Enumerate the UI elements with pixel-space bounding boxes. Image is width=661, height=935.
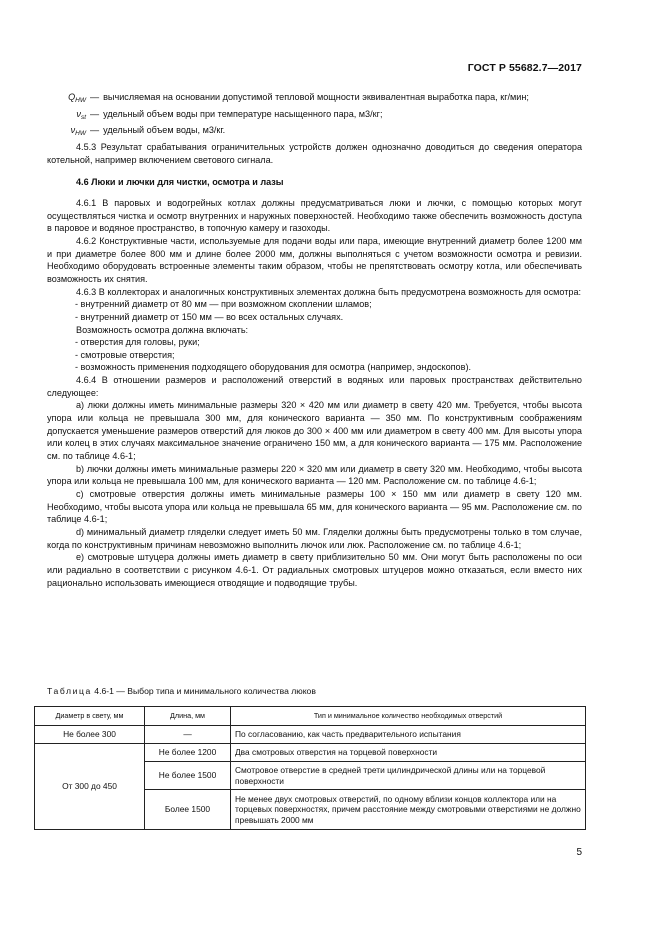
table-cell-length: Не более 1500 (145, 762, 231, 790)
table-cell-type: Не менее двух смотровых отверстий, по одному вблизи концов коллектора или на торцевых поверхностях, причем расстояние между смотровыми отверстиями не должно превышать 2000 мм (231, 790, 586, 830)
definition-text: удельный объем воды, м3/кг. (103, 125, 226, 136)
definition-symbol: Q (68, 92, 76, 102)
list-item: - внутренний диаметр от 80 мм — при возможном скоплении шламов; (75, 299, 372, 310)
definition-subscript: HW (75, 130, 86, 138)
definition-text: удельный объем воды при температуре насыщенного пара, м3/кг; (103, 108, 383, 119)
table-cell-diameter: От 300 до 450 (35, 744, 145, 830)
paragraph-4-6-4-a: а) люки должны иметь минимальные размеры 320 × 420 мм или диаметр в свету 420 мм. Требуется, чтобы высота упора или кольца не превышала 300 мм, для конического варианта — 350 мм. По конструктивным соображениям допускается уменьшение размеров отверстий для люков до 300 × 400 мм или диаметром в свету 400 мм. Для высоты упора или колец в этих случаях максимальное значение ограничено 150 мм, а для конического варианта — 175 мм. Расположение см. по таблице 4.6-1; (47, 400, 582, 462)
definition-subscript: HW (75, 97, 86, 104)
table-cell-type: По согласованию, как часть предварительного испытания (231, 726, 586, 744)
table-header-cell: Длина, мм (145, 707, 231, 726)
table-caption-word: Таблица (47, 686, 92, 696)
table-header-cell: Диаметр в свету, мм (35, 707, 145, 726)
definition-q-hw (47, 91, 582, 108)
table-cell-length: Более 1500 (145, 790, 231, 830)
definition-dash: — (90, 125, 100, 136)
hatch-selection-table (34, 706, 586, 830)
paragraph-4-6-4-b: b) лючки должны иметь минимальные размеры 220 × 320 мм или диаметр в свету 320 мм. Необходимо, чтобы высота упора или кольца не превышала 100 мм, для конического варианта — 120 мм. Расположение см. по таблице 4.6-1; (47, 463, 582, 487)
table-header-row (35, 707, 586, 726)
table-row (35, 744, 586, 762)
list-item: - возможность применения подходящего оборудования для осмотра (например, эндоскопов). (75, 362, 471, 373)
definition-subscript: st (80, 113, 86, 121)
definition-symbol: ν (70, 125, 76, 136)
definition-v-st (47, 108, 582, 125)
paragraph-4-6-3: 4.6.3 В коллекторах и аналогичных конструктивных элементах должна быть предусмотрена возможность для осмотра: (76, 286, 582, 297)
paragraph-4-6-4-c: c) смотровые отверстия должны иметь минимальные размеры 100 × 150 мм или диаметр в свету 120 мм. Необходимо, чтобы высота упора или кольца не превышала 65 мм, для конического варианта — 95 мм. Расположение см. по таблице 4.6-1; (47, 489, 582, 525)
table-cell-type: Два смотровых отверстия на торцевой поверхности (231, 744, 586, 762)
list-item: - отверстия для головы, руки; (75, 337, 200, 348)
definition-dash: — (90, 92, 100, 102)
table-caption-text: 4.6-1 — Выбор типа и минимального количества люков (91, 686, 316, 696)
paragraph-4-6-2: 4.6.2 Конструктивные части, используемые для подачи воды или пара, имеющие внутренний диаметр более 1200 мм и при диаметре более 800 мм и длине более 2000 мм, должны выполняться с учетом возможности осмотра и ревизии. Необходимо оборудовать встроенные элементы таким образом, чтобы не препятствовать осмотру котла, или обеспечивать возможность их снятия. (47, 235, 582, 284)
page-number: 5 (576, 847, 582, 858)
paragraph-4-5-3: 4.5.3 Результат срабатывания ограничительных устройств должен однозначно доводиться до сведения оператора котельной, например включением светового сигнала. (47, 141, 582, 165)
definition-text: вычисляемая на основании допустимой тепловой мощности эквивалентная выработка пара, кг/мин; (103, 92, 529, 102)
list-item: - внутренний диаметр от 150 мм — во всех остальных случаях. (75, 311, 344, 322)
paragraph-4-6-4: 4.6.4 В отношении размеров и расположений отверстий в водяных или паровых пространствах действительно следующее: (47, 375, 582, 398)
table-caption (47, 686, 316, 696)
definition-dash: — (90, 108, 100, 119)
paragraph-4-6-4-e: e) смотровые штуцера должны иметь диаметр в свету приблизительно 50 мм. Они могут быть расположены по оси или радиально в соответствии с рисунком 4.6-1. От радиальных смотровых штуцеров можно отказаться, если вместо них рационально использовать имеющиеся отводящие и подводящие трубы. (47, 552, 582, 588)
table-header-cell: Тип и минимальное количество необходимых отверстий (231, 707, 586, 726)
definition-v-hw (47, 124, 582, 141)
definition-symbol: ν (76, 108, 81, 119)
table-cell-length: — (145, 726, 231, 744)
table-cell-diameter: Не более 300 (35, 726, 145, 744)
section-title-4-6: 4.6 Люки и лючки для чистки, осмотра и лазы (76, 177, 284, 188)
paragraph-4-6-1: 4.6.1 В паровых и водогрейных котлах должны предусматриваться люки и лючки, с помощью которых могут осуществляться чистка и осмотр внутренних и наружных поверхностей. Необходимо также обеспечить возможность доступа в паровое и водяное пространство, в топочную камеру и газоходы. (47, 197, 582, 234)
document-header: ГОСТ Р 55682.7—2017 (467, 62, 582, 74)
table-cell-type: Смотровое отверстие в средней трети цилиндрической длины или на торцевой поверхности (231, 762, 586, 790)
body-text (47, 91, 582, 589)
table-cell-length: Не более 1200 (145, 744, 231, 762)
paragraph-4-6-3-inspection: Возможность осмотра должна включать: (76, 324, 249, 335)
paragraph-4-6-4-d: d) минимальный диаметр гляделки следует иметь 50 мм. Гляделки должны быть предусмотрены только в том случае, когда по конструктивным причинам невозможно выполнить лючок или люк. Расположение см. по таблице 4.6-1; (47, 527, 582, 550)
list-item: - смотровые отверстия; (75, 349, 175, 360)
table-row (35, 726, 586, 744)
